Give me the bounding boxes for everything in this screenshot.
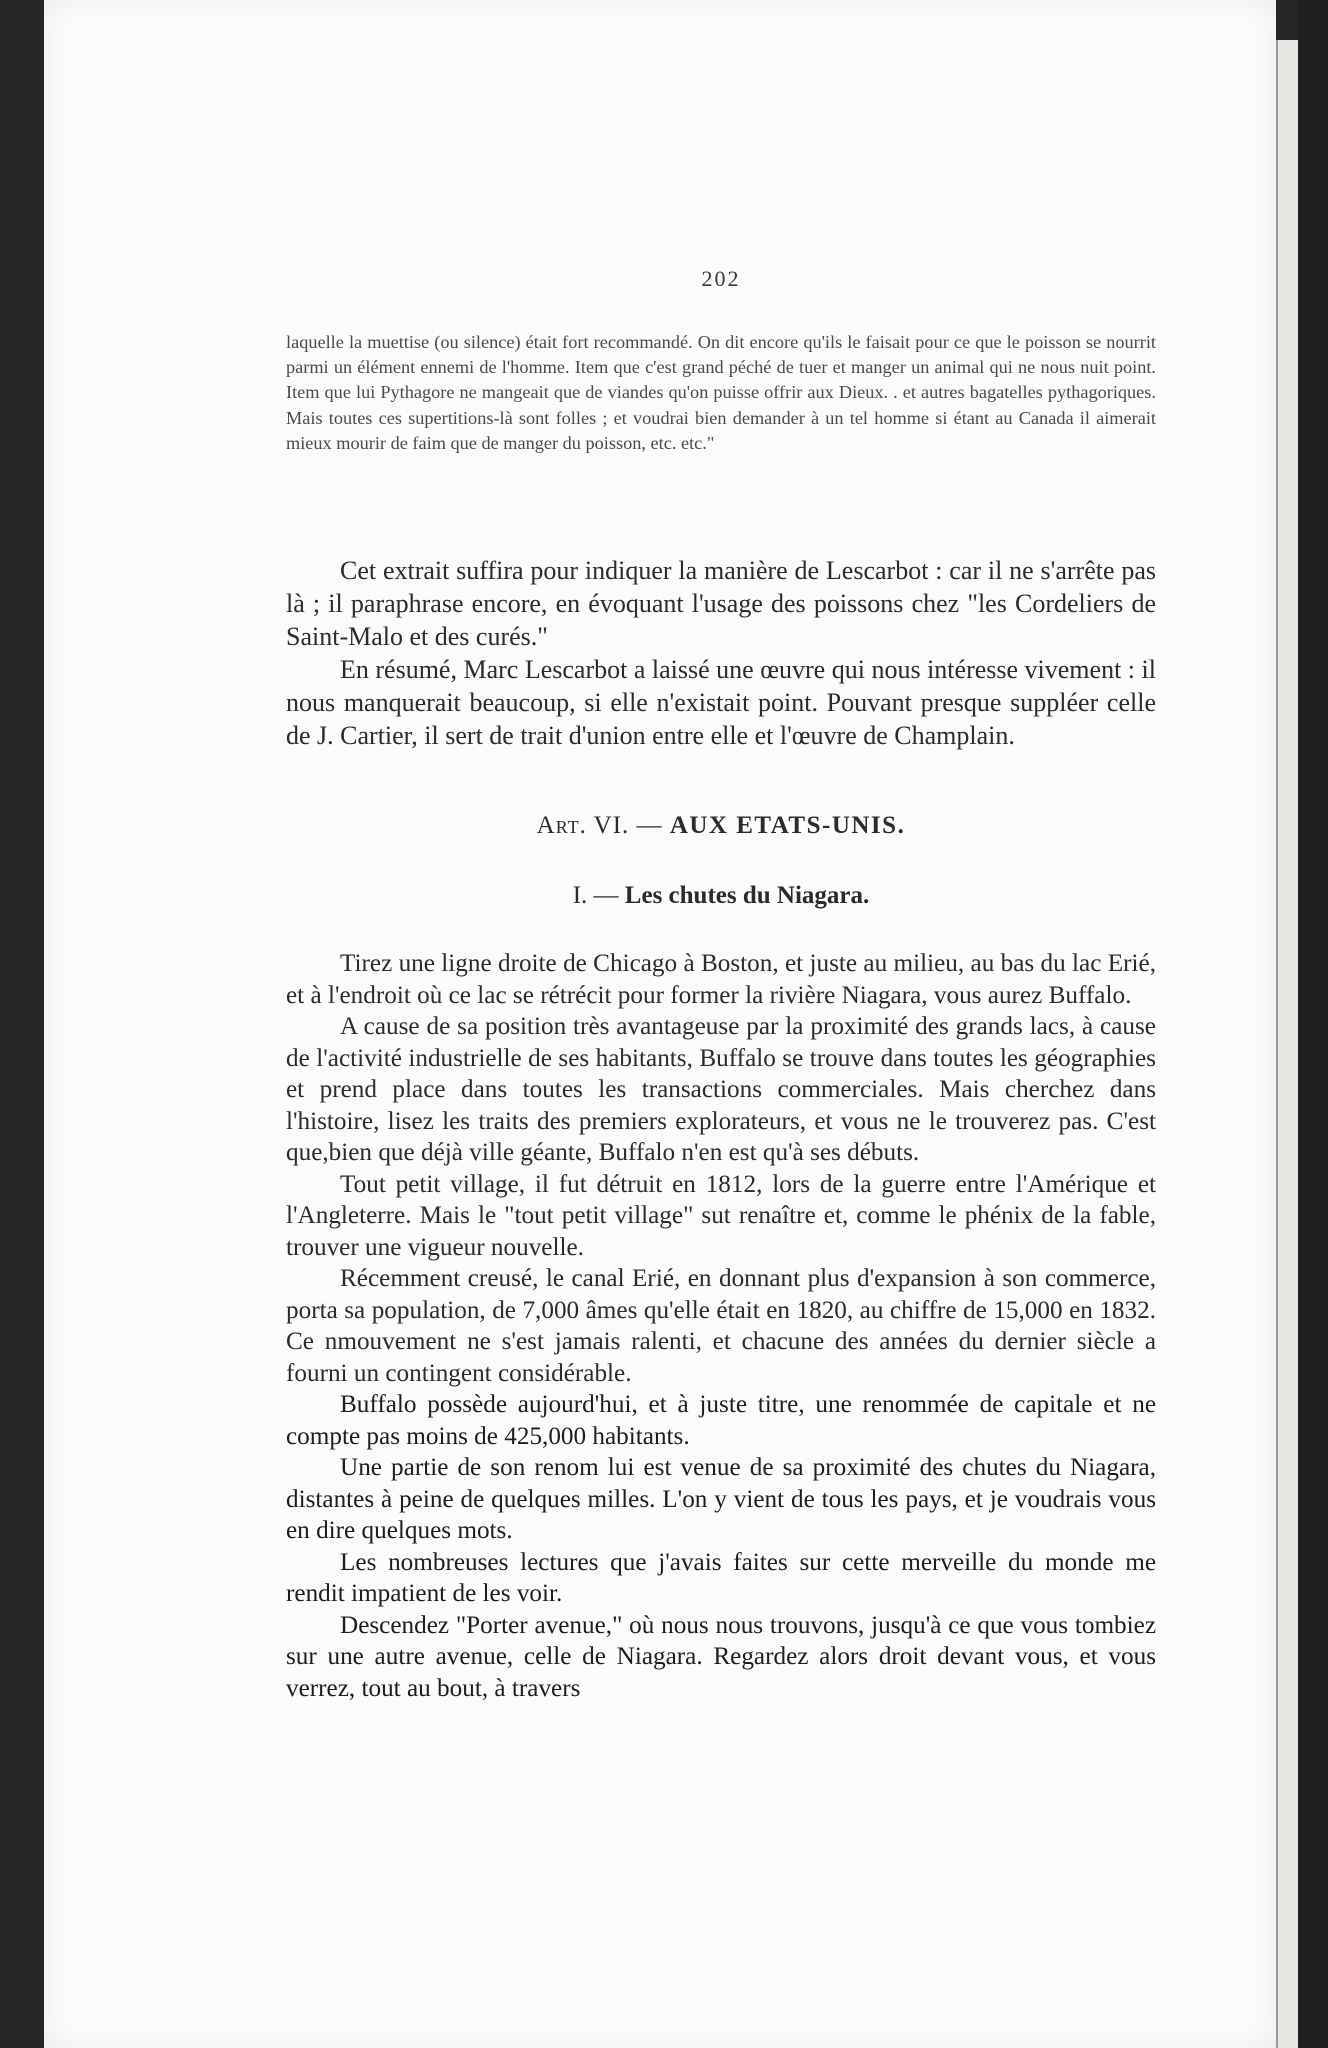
paragraph: Tout petit village, il fut détruit en 1812, lors de la guerre entre l'Amérique et l'Angleterre. Mais le "tout petit village" sut renaître et, comme le phénix de la fable, trouver une vigueur nouvelle.	[286, 1170, 1156, 1261]
text-column	[286, 0, 1156, 2048]
section-heading-number: I. —	[572, 882, 625, 909]
paragraph: A cause de sa position très avantageuse par la proximité des grands lacs, à cause de l'activité industrielle de ses habitants, Buffalo se trouve dans toutes les géographies et prend place dans toutes les transactions commerciales. Mais cherchez dans l'histoire, lisez les traits des premiers explorateurs, et vous ne le trouverez pas. C'est que,bien que déjà ville géante, Buffalo n'en est qu'à ses débuts.	[286, 1013, 1156, 1166]
section-heading	[286, 882, 1156, 910]
paragraph: Tirez une ligne droite de Chicago à Boston, et juste au milieu, au bas du lac Erié, et à l'endroit où ce lac se rétrécit pour former la rivière Niagara, vous aurez Buffalo.	[286, 950, 1156, 1009]
paragraph: Cet extrait suffira pour indiquer la manière de Lescarbot : car il ne s'arrête pas là ; il paraphrase encore, en évoquant l'usage des poissons chez "les Cordeliers de Saint-Malo et des curés."	[286, 556, 1156, 651]
paragraph: Descendez "Porter avenue," où nous nous trouvons, jusqu'à ce que vous tombiez sur une autre avenue, celle de Niagara. Regardez alors droit devant vous, et vous verrez, tout au bout, à travers	[286, 1611, 1156, 1702]
quoted-passage: laquelle la muettise (ou silence) était fort recommandé. On dit encore qu'ils le faisait pour ce que le poisson se nourrit parmi un élément ennemi de l'homme. Item que c'est grand péché de tuer et manger un animal qui ne nous nuit point. Item que lui Pythagore ne mangeait que de viandes qu'on puisse offrir aux Dieux. . et autres bagatelles pythagoriques. Mais toutes ces supertitions-là sont folles ; et voudrai bien demander à un tel homme si étant au Canada il aimerait mieux mourir de faim que de manger du poisson, etc. etc."	[286, 332, 1156, 453]
paragraph: Une partie de son renom lui est venue de sa proximité des chutes du Niagara, distantes à peine de quelques milles. L'on y vient de tous les pays, et je voudrais vous en dire quelques mots.	[286, 1454, 1156, 1544]
article-heading	[286, 812, 1156, 840]
paragraph: En résumé, Marc Lescarbot a laissé une œuvre qui nous intéresse vivement : il nous manquerait beaucoup, si elle n'existait point. Pouvant presque suppléer celle de J. Cartier, il sert de trait d'union entre elle et l'œuvre de Champlain.	[286, 655, 1156, 750]
article-heading-prefix: Art. VI. —	[536, 812, 670, 839]
paragraph: Buffalo possède aujourd'hui, et à juste titre, une renommée de capitale et ne compte pas moins de 425,000 habitants.	[286, 1391, 1156, 1450]
paragraph: Les nombreuses lectures que j'avais faites sur cette merveille du monde me rendit impatient de les voir.	[286, 1548, 1156, 1607]
body-section-2	[286, 948, 1156, 1704]
next-page-edge	[1276, 40, 1300, 2048]
scan-border	[1298, 0, 1328, 2048]
article-heading-title: AUX ETATS-UNIS.	[669, 812, 906, 839]
section-heading-title: Les chutes du Niagara.	[624, 882, 870, 909]
body-section-1	[286, 554, 1156, 752]
paragraph: Récemment creusé, le canal Erié, en donnant plus d'expansion à son commerce, porta sa population, de 7,000 âmes qu'elle était en 1820, au chiffre de 15,000 en 1832. Ce nmouvement ne s'est jamais ralenti, et chacune des années du dernier siècle a fourni un contingent considérable.	[286, 1265, 1156, 1387]
book-page	[44, 0, 1276, 2048]
page-number: 202	[701, 266, 741, 291]
